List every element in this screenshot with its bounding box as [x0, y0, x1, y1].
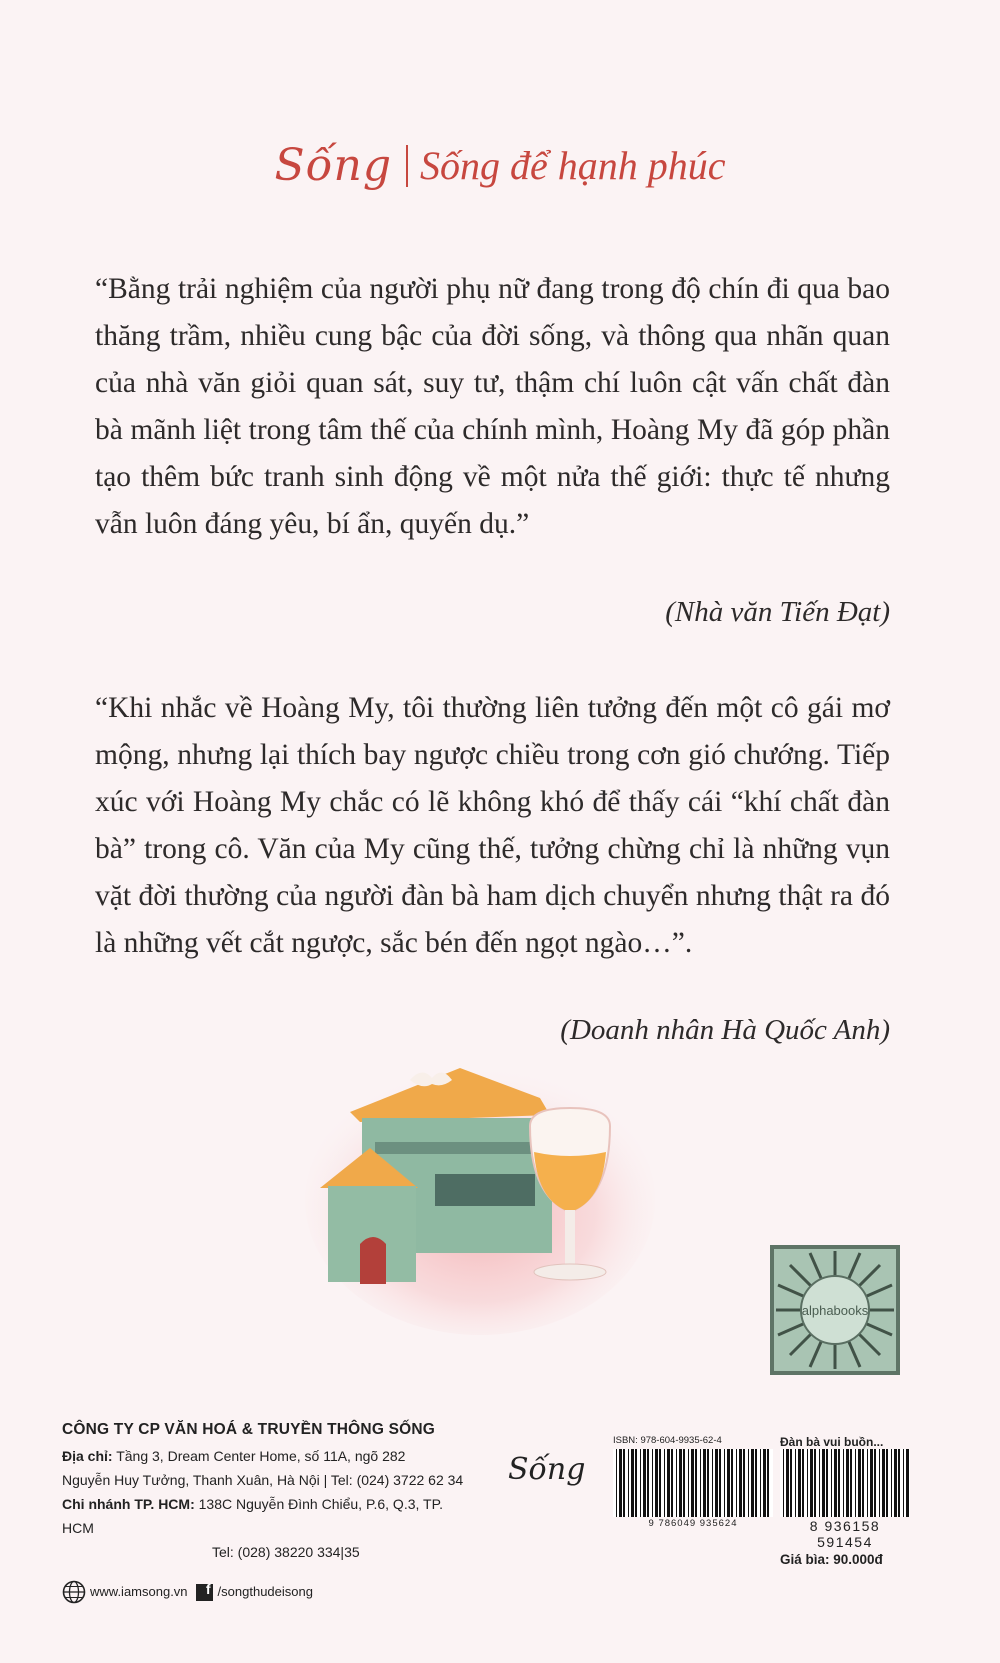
barcode-bar — [906, 1449, 909, 1517]
barcode-bar — [616, 1449, 617, 1517]
barcode-bar — [700, 1449, 701, 1517]
barcode-bar — [831, 1449, 832, 1517]
barcode-bar — [655, 1449, 658, 1517]
address-label: Địa chỉ: — [62, 1448, 113, 1464]
barcode-bar — [640, 1449, 641, 1517]
barcode-bar — [814, 1449, 816, 1517]
barcode-bar — [743, 1449, 745, 1517]
barcode-bar — [652, 1449, 653, 1517]
barcode-bar — [826, 1449, 828, 1517]
barcode-bar — [719, 1449, 721, 1517]
isbn-barcode-block — [613, 1435, 773, 1529]
brand-tagline: Sống để hạnh phúc — [406, 145, 726, 187]
book-title: Đàn bà vui buồn... — [780, 1435, 884, 1449]
barcode-bar — [834, 1449, 837, 1517]
isbn-barcode — [613, 1449, 773, 1517]
barcode-bar — [786, 1449, 789, 1517]
facebook-icon: f — [196, 1584, 213, 1601]
barcode-bar — [807, 1449, 808, 1517]
address-line-1: Tầng 3, Dream Center Home, số 11A, ngõ 282 — [116, 1448, 406, 1464]
barcode-bar — [751, 1449, 754, 1517]
quote-1-attribution: (Nhà văn Tiến Đạt) — [665, 596, 890, 628]
publisher-info — [62, 1418, 472, 1604]
product-digits: 8 936158 591454 — [809, 1518, 881, 1550]
barcode-bar — [795, 1449, 796, 1517]
barcode-bar — [767, 1449, 769, 1517]
barcode-bar — [691, 1449, 694, 1517]
branch-tel: Tel: (028) 38220 334|35 — [212, 1544, 360, 1560]
barcode-bar — [798, 1449, 801, 1517]
branch-label: Chi nhánh TP. HCM: — [62, 1496, 195, 1512]
barcode-bar — [755, 1449, 757, 1517]
isbn-label: ISBN: 978-604-9935-62-4 — [613, 1435, 722, 1446]
publisher-name: CÔNG TY CP VĂN HOÁ & TRUYỀN THÔNG SỐNG — [62, 1421, 436, 1438]
barcode-bar — [712, 1449, 713, 1517]
barcode-bar — [707, 1449, 709, 1517]
product-barcode-block — [780, 1435, 910, 1567]
barcode-bar — [870, 1449, 873, 1517]
barcode-bar — [760, 1449, 761, 1517]
globe-icon — [62, 1580, 86, 1604]
barcode-bar — [631, 1449, 634, 1517]
barcode-bar — [846, 1449, 849, 1517]
barcode-bar — [664, 1449, 665, 1517]
barcode-bar — [886, 1449, 888, 1517]
barcode-bar — [676, 1449, 677, 1517]
hologram-text: alphabooks — [801, 1303, 869, 1318]
branch-address: 138C Nguyễn Đình Chiểu, P.6, Q.3, TP. HCM — [62, 1496, 444, 1536]
quote-2-text: “Khi nhắc về Hoàng My, tôi thường liên tưởng đến một cô gái mơ mộng, nhưng lại thích bay ngược chiều trong cơn gió chướng. Tiếp xúc với Hoàng My chắc có lẽ không khó để thấy cái “khí chất đàn bà” trong cô. Văn của My cũng thế, tưởng chừng chỉ là những vụn vặt đời thường của người đàn bà ham dịch chuyển nhưng thật ra đó là những vết cắt ngược, sắc bén đến ngọt ngào…”. — [95, 692, 890, 959]
barcode-bar — [731, 1449, 733, 1517]
barcode-bar — [635, 1449, 637, 1517]
header — [0, 140, 1000, 191]
barcode-bar — [862, 1449, 864, 1517]
hologram-sticker — [770, 1245, 900, 1375]
barcode-bar — [695, 1449, 697, 1517]
barcode-bar — [783, 1449, 784, 1517]
barcode-bar — [882, 1449, 885, 1517]
barcode-bar — [623, 1449, 625, 1517]
address-line-2: Nguyễn Huy Tưởng, Thanh Xuân, Hà Nội | Tel: (024) 3722 62 34 — [62, 1472, 464, 1488]
barcode-bar — [659, 1449, 661, 1517]
barcode-bar — [736, 1449, 737, 1517]
barcode-bar — [679, 1449, 682, 1517]
barcode-bar — [838, 1449, 840, 1517]
barcode-bar — [667, 1449, 670, 1517]
barcode-bar — [802, 1449, 804, 1517]
barcode-bar — [810, 1449, 813, 1517]
price: Giá bìa: 90.000đ — [780, 1552, 883, 1567]
barcode-bar — [763, 1449, 766, 1517]
barcode-bar — [850, 1449, 852, 1517]
barcode-bar — [619, 1449, 622, 1517]
barcode-bar — [822, 1449, 825, 1517]
barcode-bar — [858, 1449, 861, 1517]
barcode-bar — [874, 1449, 876, 1517]
barcode-bar — [647, 1449, 649, 1517]
barcode-bar — [688, 1449, 689, 1517]
barcode-bar — [843, 1449, 844, 1517]
barcode-bar — [727, 1449, 730, 1517]
barcode-bar — [790, 1449, 792, 1517]
barcode-bar — [898, 1449, 900, 1517]
barcode-bar — [748, 1449, 749, 1517]
barcode-bar — [703, 1449, 706, 1517]
brand-logo: Sống — [274, 140, 393, 191]
website-link[interactable]: www.iamsong.vn — [90, 1584, 188, 1599]
barcode-bar — [724, 1449, 725, 1517]
isbn-digits: 9 786049 935624 — [648, 1518, 738, 1529]
barcode-bar — [891, 1449, 892, 1517]
facebook-link[interactable]: /songthudeisong — [217, 1584, 313, 1599]
barcode-bar — [643, 1449, 646, 1517]
quote-2-attribution: (Doanh nhân Hà Quốc Anh) — [560, 1014, 890, 1046]
quote-1-text: “Bằng trải nghiệm của người phụ nữ đang trong độ chín đi qua bao thăng trầm, nhiều cung bậc của đời sống, và thông qua nhãn quan của nhà văn giỏi quan sát, suy tư, thậm chí luôn cật vấn chất đàn bà mãnh liệt trong tâm thế của chính mình, Hoàng My đã góp phần tạo thêm bức tranh sinh động về một nửa thế giới: thực tế nhưng vẫn luôn đáng yêu, bí ẩn, quyến dụ.” — [95, 273, 890, 540]
barcode-bar — [715, 1449, 718, 1517]
barcode-bar — [855, 1449, 856, 1517]
house-and-glass-illustration — [300, 1040, 660, 1340]
product-barcode — [780, 1449, 910, 1517]
barcode-bar — [867, 1449, 868, 1517]
barcode-bar — [671, 1449, 673, 1517]
barcode-bar — [739, 1449, 742, 1517]
barcode-bar — [894, 1449, 897, 1517]
barcode-bar — [879, 1449, 880, 1517]
barcode-bar — [628, 1449, 629, 1517]
barcode-bar — [683, 1449, 685, 1517]
barcode-bar — [819, 1449, 820, 1517]
bottom-brand-logo: Sống — [508, 1452, 586, 1487]
barcode-bar — [903, 1449, 904, 1517]
